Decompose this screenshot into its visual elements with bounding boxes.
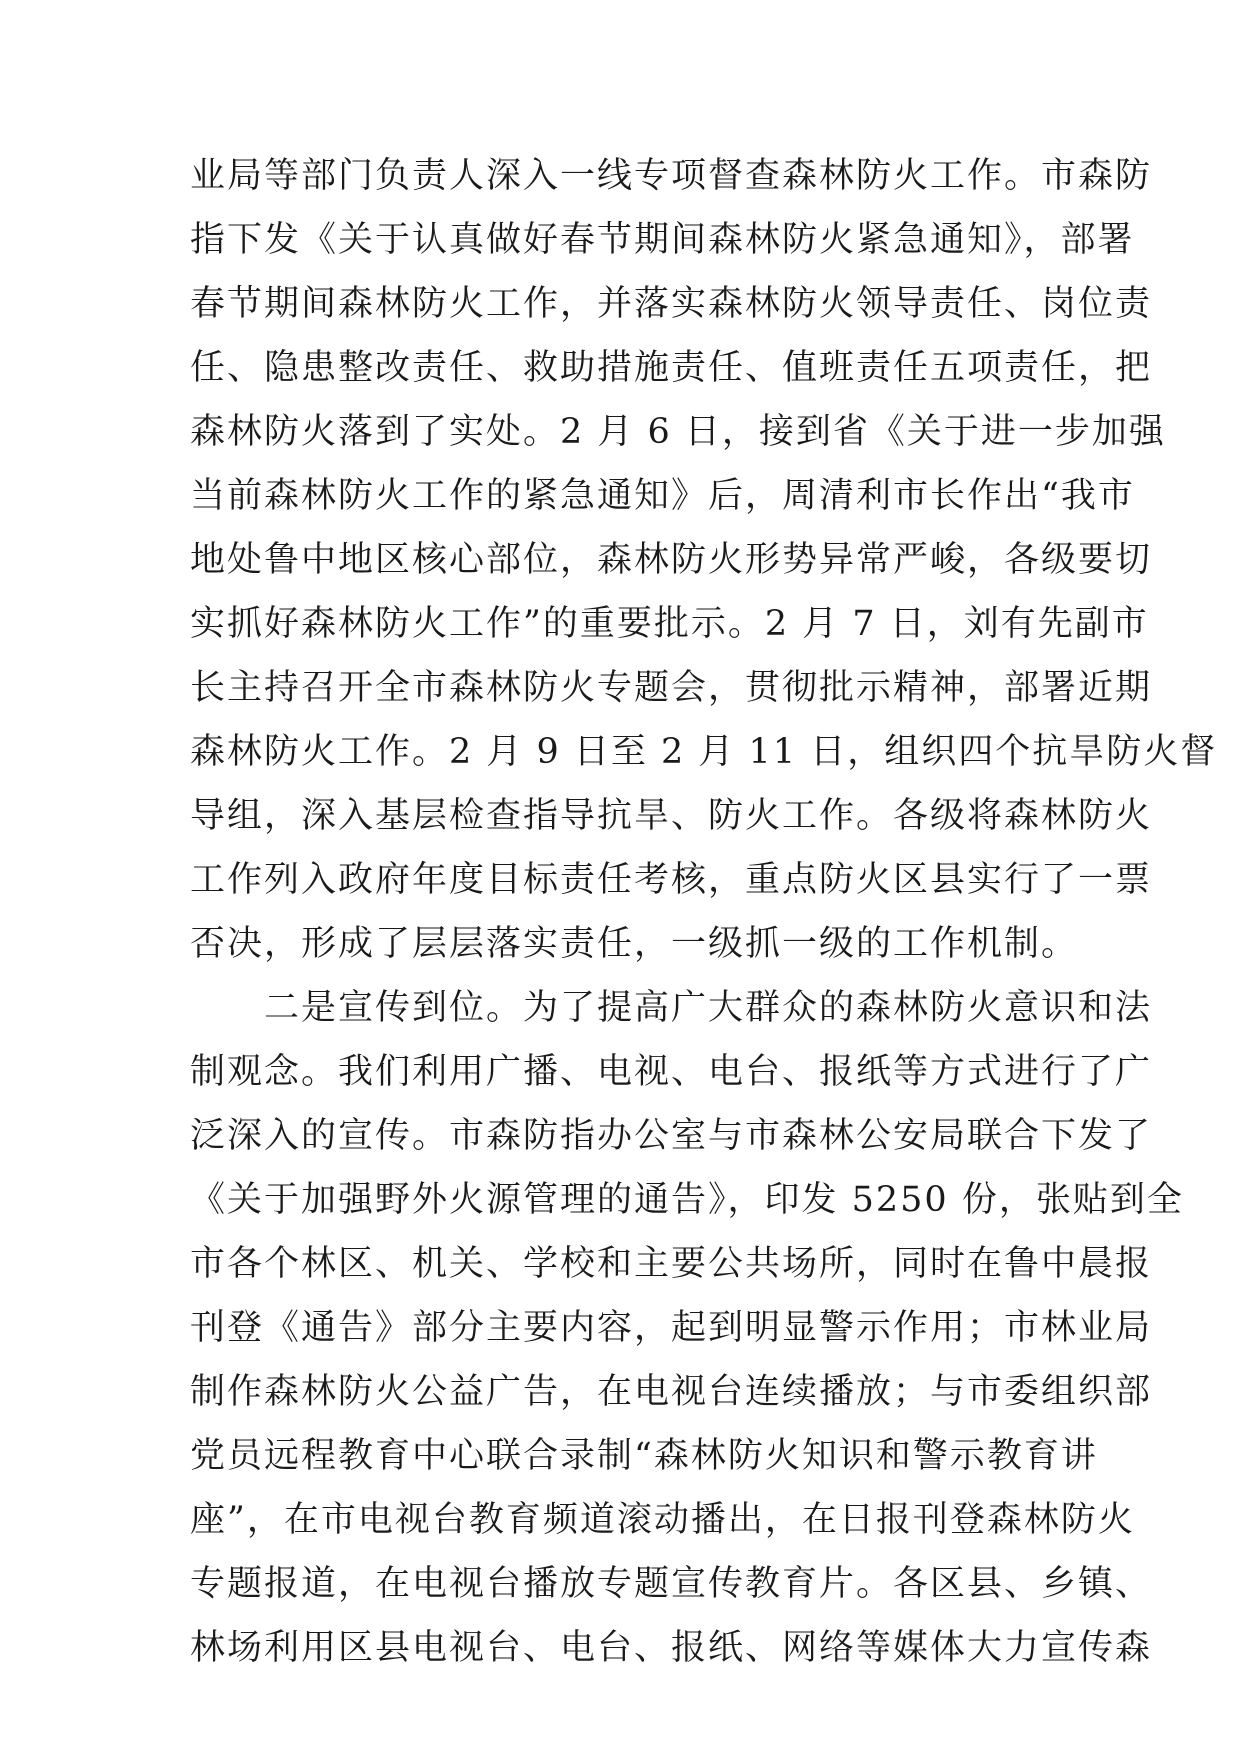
text-line: 实抓好森林防火工作”的重要批示。2 月 7 日，刘有先副市 bbox=[190, 604, 1149, 644]
text-line: 森林防火工作。2 月 9 日至 2 月 11 日，组织四个抗旱防火督 bbox=[190, 732, 1218, 772]
text-line: 《关于加强野外火源管理的通告》，印发 5250 份，张贴到全 bbox=[190, 1180, 1184, 1220]
text-line: 长主持召开全市森林防火专题会，贯彻批示精神，部署近期 bbox=[190, 668, 1153, 708]
text-line: 业局等部门负责人深入一线专项督查森林防火工作。市森防 bbox=[190, 156, 1153, 196]
text-line: 否决，形成了层层落实责任，一级抓一级的工作机制。 bbox=[190, 924, 1079, 964]
body-text bbox=[190, 152, 1218, 1688]
text-line: 市各个林区、机关、学校和主要公共场所，同时在鲁中晨报 bbox=[190, 1244, 1153, 1284]
text-line: 二是宣传到位。为了提高广大群众的森林防火意识和法 bbox=[190, 988, 1153, 1028]
text-line: 森林防火落到了实处。2 月 6 日，接到省《关于进一步加强 bbox=[190, 412, 1166, 452]
text-line: 泛深入的宣传。市森防指办公室与市森林公安局联合下发了 bbox=[190, 1116, 1153, 1156]
text-line: 刊登《通告》部分主要内容，起到明显警示作用；市林业局 bbox=[190, 1308, 1153, 1348]
text-line: 当前森林防火工作的紧急通知》后，周清利市长作出“我市 bbox=[190, 476, 1135, 516]
text-line: 任、隐患整改责任、救助措施责任、值班责任五项责任，把 bbox=[190, 348, 1153, 388]
text-line: 制作森林防火公益广告，在电视台连续播放；与市委组织部 bbox=[190, 1372, 1153, 1412]
text-line: 专题报道，在电视台播放专题宣传教育片。各区县、乡镇、 bbox=[190, 1564, 1153, 1604]
text-line: 导组，深入基层检查指导抗旱、防火工作。各级将森林防火 bbox=[190, 796, 1153, 836]
text-line: 座”，在市电视台教育频道滚动播出，在日报刊登森林防火 bbox=[190, 1500, 1135, 1540]
text-line: 党员远程教育中心联合录制“森林防火知识和警示教育讲 bbox=[190, 1436, 1098, 1476]
text-line: 指下发《关于认真做好春节期间森林防火紧急通知》，部署 bbox=[190, 220, 1135, 260]
text-line: 林场利用区县电视台、电台、报纸、网络等媒体大力宣传森 bbox=[190, 1628, 1153, 1668]
text-line: 工作列入政府年度目标责任考核，重点防火区县实行了一票 bbox=[190, 860, 1153, 900]
text-line: 制观念。我们利用广播、电视、电台、报纸等方式进行了广 bbox=[190, 1052, 1153, 1092]
text-line: 地处鲁中地区核心部位，森林防火形势异常严峻，各级要切 bbox=[190, 540, 1153, 580]
text-line: 春节期间森林防火工作，并落实森林防火领导责任、岗位责 bbox=[190, 284, 1153, 324]
